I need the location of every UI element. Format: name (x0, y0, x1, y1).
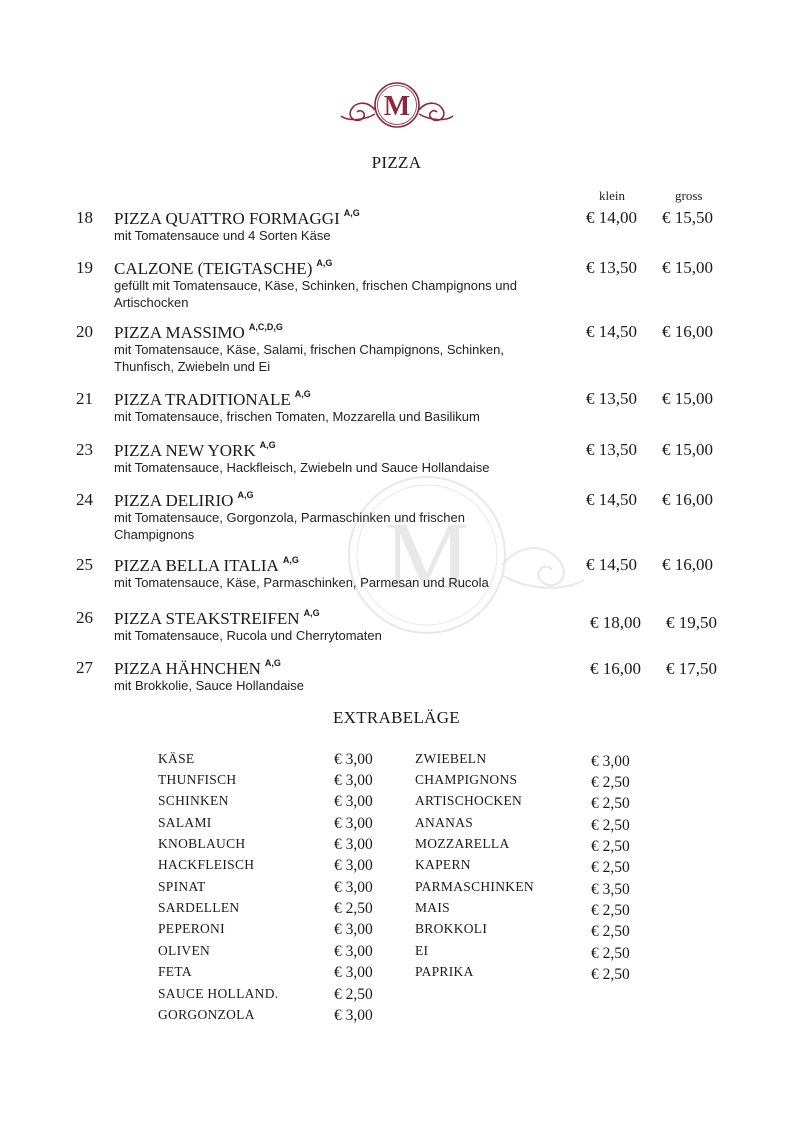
watermark-logo (312, 470, 592, 640)
price-large: € 16,00 (662, 555, 713, 574)
extra-price: € 2,50 (591, 966, 630, 983)
item-description: mit Tomatensauce, frischen Tomaten, Mozzarella und Basilikum (114, 409, 480, 424)
price-small: € 18,00 (590, 613, 641, 632)
item-number: 25 (76, 555, 93, 574)
item-name: PIZZA HÄHNCHEN $^{A,G}$ (114, 658, 281, 678)
item-description: mit Tomatensauce, Rucola und Cherrytomaten (114, 628, 382, 643)
item-name: PIZZA MASSIMO $^{A,C,D,G}$ (114, 322, 283, 342)
extra-name: KÄSE (158, 751, 195, 766)
extra-price: € 2,50 (591, 774, 630, 791)
extra-name: OLIVEN (158, 943, 211, 958)
price-large: € 16,00 (662, 490, 713, 509)
extra-price: € 3,00 (334, 772, 373, 789)
price-small: € 16,00 (590, 659, 641, 678)
extra-price: € 3,00 (334, 964, 373, 981)
extra-name: MAIS (415, 900, 450, 915)
extra-price: € 3,00 (591, 753, 630, 770)
price-small: € 14,50 (586, 490, 637, 509)
item-description: gefüllt mit Tomatensauce, Käse, Schinken, frischen Champignons und Artischocken (114, 278, 517, 310)
extra-price: € 3,00 (334, 815, 373, 832)
price-large: € 19,50 (666, 613, 717, 632)
price-small: € 13,50 (586, 440, 637, 459)
item-description: mit Tomatensauce, Gorgonzola, Parmaschinken und frischen Champignons (114, 510, 465, 542)
item-description: mit Tomatensauce, Käse, Salami, frischen Champignons, Schinken, Thunfisch, Zwiebeln und Ei (114, 342, 504, 374)
extra-price: € 2,50 (591, 795, 630, 812)
extra-name: GORGONZOLA (158, 1007, 255, 1022)
price-small: € 14,50 (586, 555, 637, 574)
item-number: 20 (76, 322, 93, 341)
extra-price: € 2,50 (591, 817, 630, 834)
allergen-codes: A,C,D,G (248, 322, 283, 332)
price-large: € 15,00 (662, 258, 713, 277)
item-name: PIZZA TRADITIONALE $^{A,G}$ (114, 389, 311, 409)
price-large: € 15,50 (662, 208, 713, 227)
extra-price: € 3,00 (334, 836, 373, 853)
extra-name: SCHINKEN (158, 793, 229, 808)
item-name: PIZZA BELLA ITALIA $^{A,G}$ (114, 555, 299, 575)
allergen-codes: A,G (343, 208, 360, 218)
extra-name: EI (415, 943, 429, 958)
allergen-codes: A,G (316, 258, 333, 268)
allergen-codes: A,G (237, 490, 254, 500)
extra-name: SARDELLEN (158, 900, 240, 915)
extra-name: CHAMPIGNONS (415, 772, 518, 787)
extra-name: KAPERN (415, 857, 471, 872)
item-name: PIZZA NEW YORK $^{A,G}$ (114, 440, 276, 460)
item-description: mit Tomatensauce, Käse, Parmaschinken, Parmesan und Rucola (114, 575, 489, 590)
extra-name: PEPERONI (158, 921, 225, 936)
column-header-small: klein (599, 188, 625, 203)
extra-price: € 3,50 (591, 881, 630, 898)
extra-name: SALAMI (158, 815, 212, 830)
section-title-pizza: PIZZA (371, 153, 422, 172)
extra-name: MOZZARELLA (415, 836, 510, 851)
item-name: PIZZA DELIRIO $^{A,G}$ (114, 490, 254, 510)
extra-name: ANANAS (415, 815, 474, 830)
item-name: PIZZA QUATTRO FORMAGGI $^{A,G}$ (114, 208, 360, 228)
item-description: mit Brokkolie, Sauce Hollandaise (114, 678, 305, 693)
extra-name: PARMASCHINKEN (415, 879, 534, 894)
extra-name: SPINAT (158, 879, 206, 894)
item-number: 24 (76, 490, 93, 509)
extra-name: BROKKOLI (415, 921, 488, 936)
extra-price: € 2,50 (591, 945, 630, 962)
column-header-large: gross (675, 188, 703, 203)
extra-price: € 3,00 (334, 751, 373, 768)
extra-price: € 2,50 (591, 902, 630, 919)
extra-name: PAPRIKA (415, 964, 474, 979)
extra-name: KNOBLAUCH (158, 836, 246, 851)
extra-name: ZWIEBELN (415, 751, 487, 766)
extra-price: € 3,00 (334, 1007, 373, 1024)
price-large: € 15,00 (662, 440, 713, 459)
allergen-codes: A,G (259, 440, 276, 450)
item-number: 21 (76, 389, 93, 408)
extra-price: € 3,00 (334, 857, 373, 874)
price-small: € 13,50 (586, 258, 637, 277)
allergen-codes: A,G (282, 555, 299, 565)
allergen-codes: A,G (264, 658, 281, 668)
allergen-codes: A,G (303, 608, 320, 618)
extra-name: ARTISCHOCKEN (415, 793, 523, 808)
extra-name: SAUCE HOLLAND. (158, 986, 279, 1001)
extra-price: € 2,50 (334, 900, 373, 917)
price-small: € 14,00 (586, 208, 637, 227)
extra-name: FETA (158, 964, 192, 979)
logo-letter: M (383, 91, 411, 122)
price-small: € 14,50 (586, 322, 637, 341)
item-description: mit Tomatensauce und 4 Sorten Käse (114, 228, 331, 243)
watermark-letter: M (384, 502, 470, 609)
item-description: mit Tomatensauce, Hackfleisch, Zwiebeln und Sauce Hollandaise (114, 460, 490, 475)
item-number: 26 (76, 608, 93, 627)
extra-price: € 2,50 (591, 923, 630, 940)
extra-price: € 2,50 (591, 859, 630, 876)
price-large: € 15,00 (662, 389, 713, 408)
item-number: 19 (76, 258, 93, 277)
extra-name: HACKFLEISCH (158, 857, 255, 872)
item-number: 18 (76, 208, 93, 227)
extra-price: € 2,50 (591, 838, 630, 855)
price-large: € 16,00 (662, 322, 713, 341)
allergen-codes: A,G (294, 389, 311, 399)
extra-price: € 3,00 (334, 793, 373, 810)
item-number: 23 (76, 440, 93, 459)
item-number: 27 (76, 658, 93, 677)
extra-price: € 3,00 (334, 879, 373, 896)
item-name: PIZZA STEAKSTREIFEN $^{A,G}$ (114, 608, 320, 628)
extra-name: THUNFISCH (158, 772, 237, 787)
extra-price: € 2,50 (334, 986, 373, 1003)
item-name: CALZONE (TEIGTASCHE) $^{A,G}$ (114, 258, 333, 278)
price-small: € 13,50 (586, 389, 637, 408)
restaurant-logo (337, 80, 457, 132)
section-title-extras: EXTRABELÄGE (332, 708, 460, 727)
extra-price: € 3,00 (334, 943, 373, 960)
extra-price: € 3,00 (334, 921, 373, 938)
price-large: € 17,50 (666, 659, 717, 678)
